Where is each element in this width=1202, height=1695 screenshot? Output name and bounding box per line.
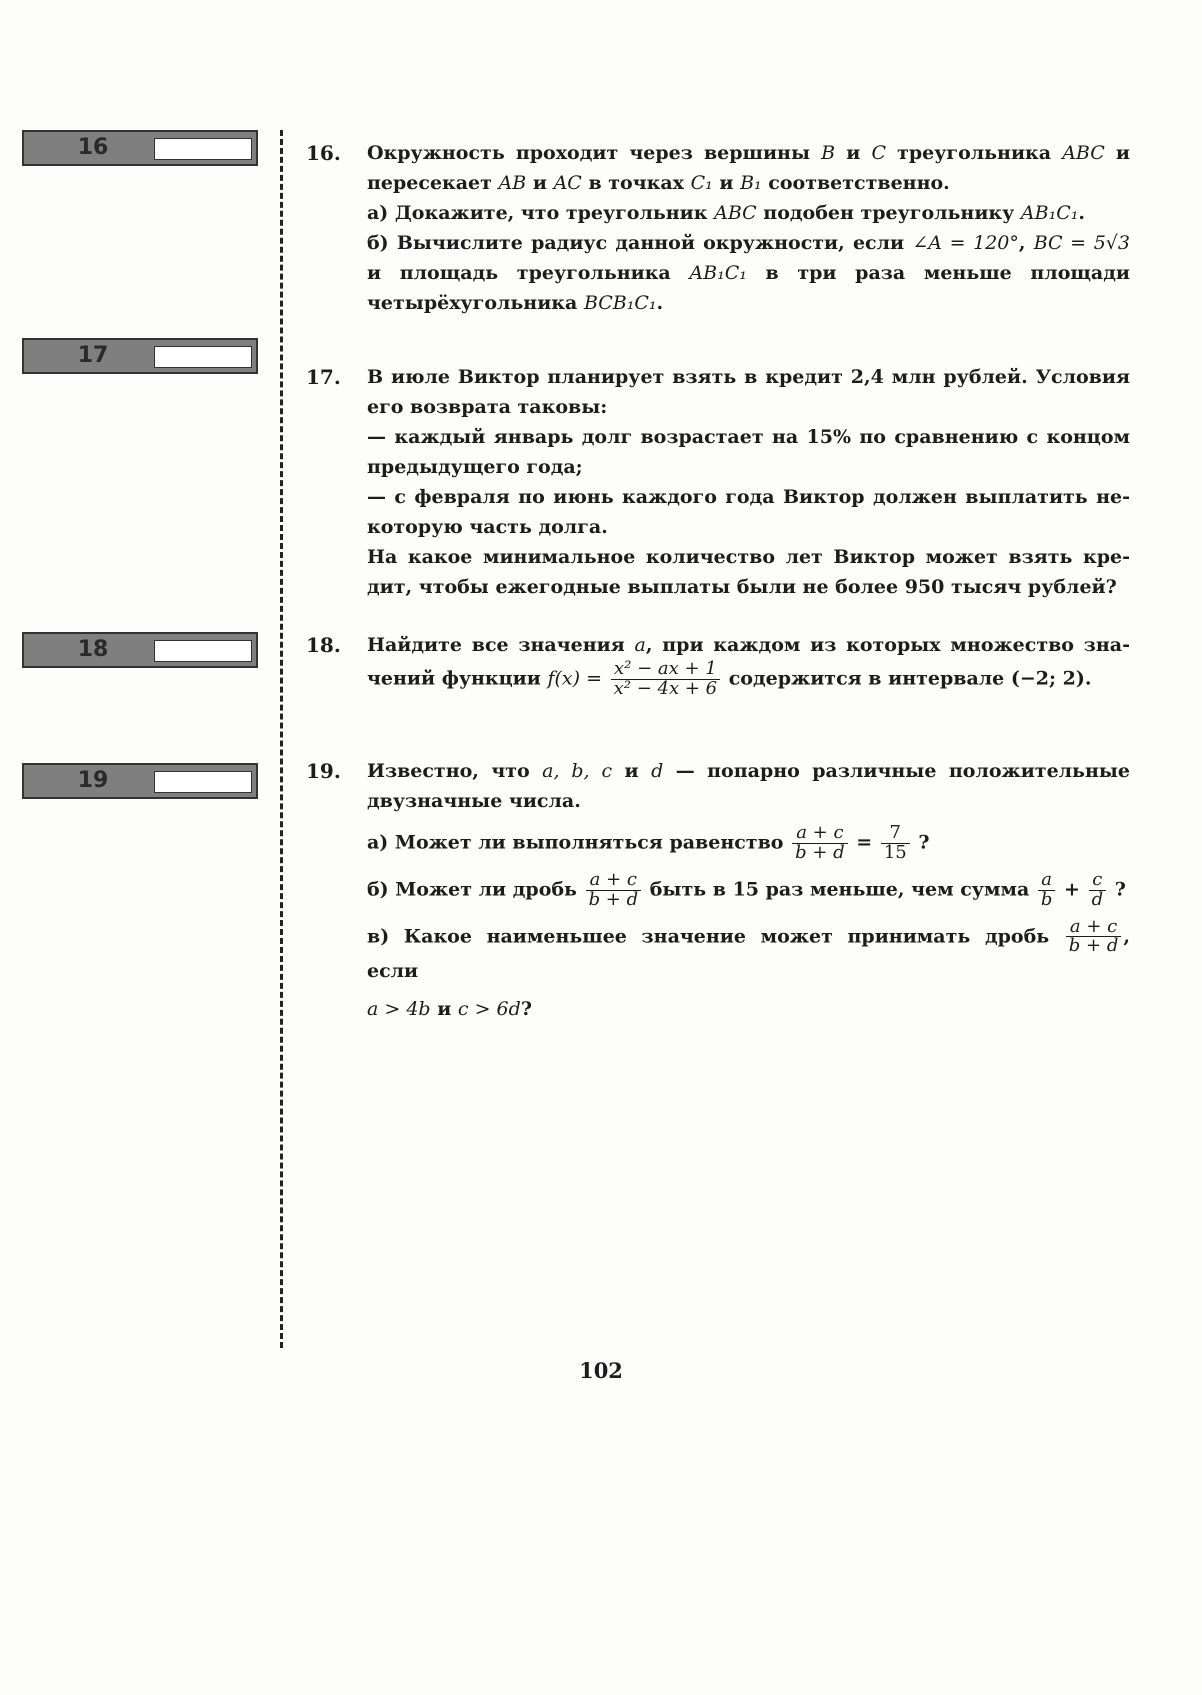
answer-box-number: 17 <box>77 343 109 368</box>
answer-box-number: 19 <box>77 768 109 793</box>
answer-box-18 <box>22 632 258 668</box>
task-19-part-c: в) Какое наименьшее значение может принимать дробь $\frac{a + c}{b + d}$ , если <box>367 915 1130 983</box>
task-17-line: — с февраля по июнь каждого года Виктор должен выплатить некоторую часть долга. <box>367 486 1130 538</box>
answer-field-17[interactable] <box>154 346 252 368</box>
task-16-part-b: б) Вычислите радиус данной окружности, если ∠A = 120°, BC = 5√3 и площадь треугольника AB₁C₁ в три раза меньше площади четырёхугольника BCB₁C₁. <box>367 232 1131 314</box>
answer-box-16 <box>22 130 258 166</box>
answer-field-18[interactable] <box>154 640 252 662</box>
function-fraction: $\frac{\text{x² − ax + 1}}{\text{x² − 4x + 6}}$ <box>611 660 720 699</box>
answer-field-16[interactable] <box>154 138 252 160</box>
task-16-intro: Окружность проходит через вершины B и C треугольника ABC и пересекает AB и AC в точках C₁ и B₁ соответственно. <box>367 142 1130 194</box>
answer-box-19 <box>22 763 258 799</box>
answer-box-number: 16 <box>77 135 109 160</box>
task-19 <box>306 756 1130 1024</box>
answer-field-19[interactable] <box>154 771 252 793</box>
task-17 <box>306 362 1130 602</box>
page-number: 102 <box>579 1358 623 1383</box>
answer-box-number: 18 <box>77 637 109 662</box>
task-16-part-a: а) Докажите, что треугольник ABC подобен треугольнику AB₁C₁. <box>367 202 1086 224</box>
task-18-text: Найдите все значения a, при каждом из которых множество значений функции f(x) = $\frac{\text{x² − ax + 1}}{\text{x² − 4x + 6}}$ содержится в интервале (−2; 2). <box>367 634 1130 699</box>
fraction-7-over-15: $\frac{7}{15}$ <box>881 824 910 863</box>
fraction-a-over-b: $\frac{a}{b}$ <box>1038 871 1056 910</box>
task-number: 18. <box>306 633 341 657</box>
task-number: 16. <box>306 141 341 165</box>
task-17-line: На какое минимальное количество лет Виктор может взять кредит, чтобы ежегодные выплаты были не более 950 тысяч рублей? <box>367 546 1130 598</box>
task-18 <box>306 630 1130 699</box>
task-16 <box>306 138 1130 318</box>
fraction-a-plus-c-over-b-plus-d: $\frac{a + c}{b + d}$ <box>792 824 848 863</box>
fraction-c-over-d: $\frac{c}{d}$ <box>1089 871 1107 910</box>
cut-line <box>280 130 283 1348</box>
answer-box-17 <box>22 338 258 374</box>
task-17-line: — каждый январь долг возрастает на 15% по сравнению с концом предыдущего года; <box>367 426 1130 478</box>
task-19-condition: a > 4b и c > 6d? <box>367 998 532 1021</box>
task-19-part-b: б) Может ли дробь $\frac{a + c}{b + d}$ быть в 15 раз меньше, чем сумма $\frac{a}{b}$ + $\frac{c}{d}$ ? <box>367 868 1126 910</box>
task-number: 19. <box>306 759 341 783</box>
task-19-intro: Известно, что a, b, c и d — попарно различные положительные двузначные числа. <box>367 760 1130 812</box>
task-19-part-a: а) Может ли выполняться равенство $\frac{a + c}{b + d}$ = $\frac{7}{15}$ ? <box>367 822 930 863</box>
task-number: 17. <box>306 365 341 389</box>
fraction-a-plus-c-over-b-plus-d: $\frac{a + c}{b + d}$ <box>586 871 642 910</box>
task-17-line: В июле Виктор планирует взять в кредит 2,4 млн рублей. Условия его возврата таковы: <box>367 366 1130 418</box>
fraction-a-plus-c-over-b-plus-d: $\frac{a + c}{b + d}$ <box>1066 918 1122 957</box>
